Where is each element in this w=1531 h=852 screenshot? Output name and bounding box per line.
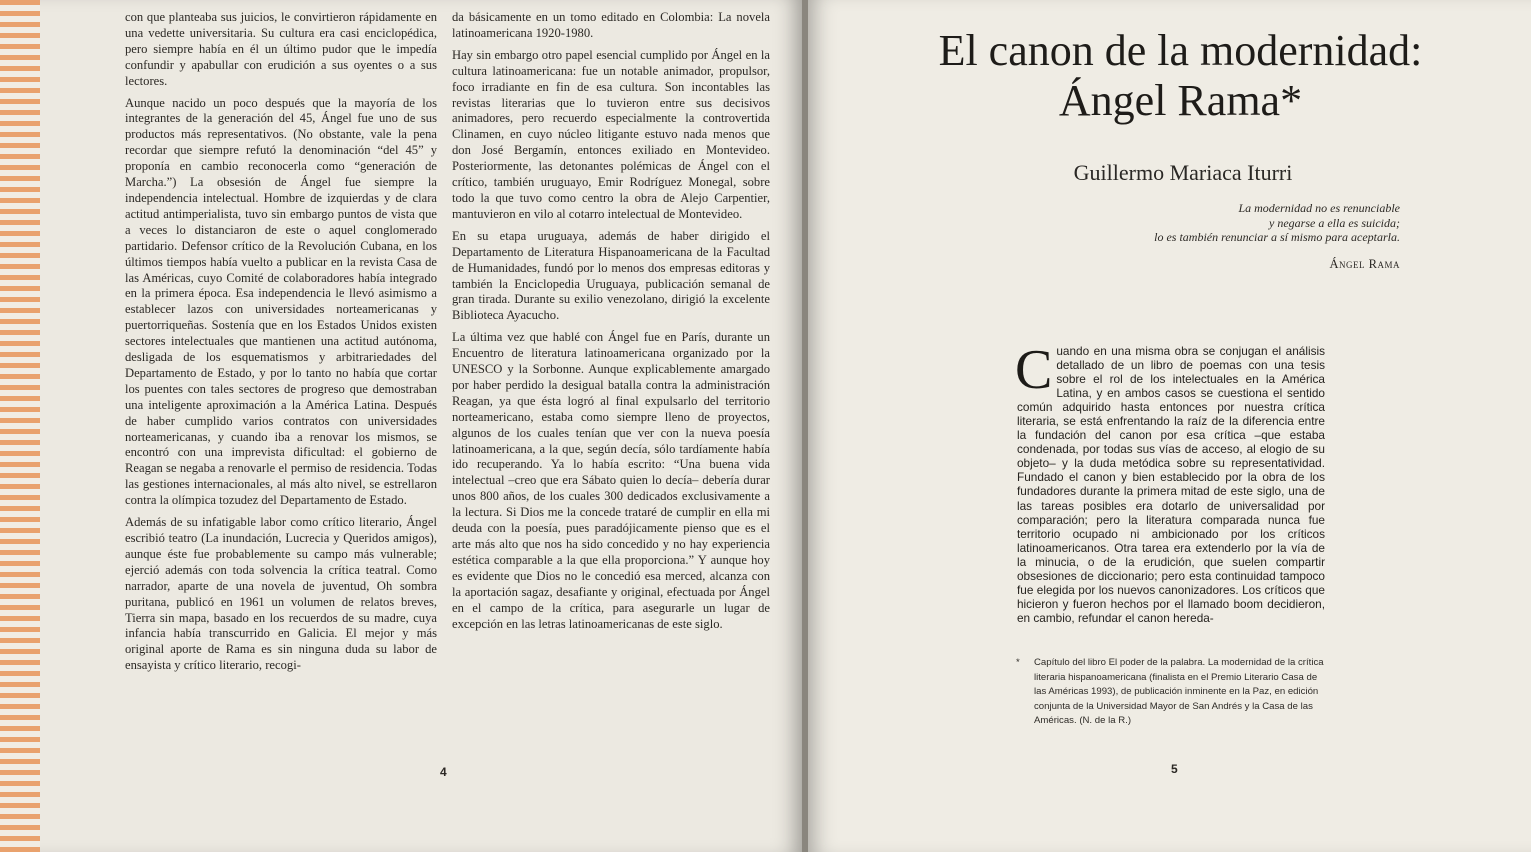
title-line-2: Ángel Rama*: [1058, 76, 1303, 125]
epigraph: [1048, 201, 1400, 245]
paragraph: da básicamente en un tomo editado en Colombia: La novela latinoamericana 1920-1980.: [452, 10, 770, 40]
paragraph: Aunque nacido un poco después que la mayoría de los integrantes de la generación del 45, Ángel fue uno de sus productos más representativos. (No obstante, vale la pena recordar que siempre refutó la denominación “del 45” y proponía en cambio reconocerla como “generación de Marcha.”) La obsesión de Ángel fue siempre la independencia intelectual. Hombre de izquierdas y de clara actitud antimperialista, tuvo sin embargo puntos de vista que a veces lo distanciaron de este o aquel conglomerado partidario. Defensor crítico de la Revolución Cubana, en los últimos tiempos había vuelto a publicar en la revista Casa de las Américas, cuyo Comité de colaboradores había integrado en la primera época. Esa independencia le llevó asimismo a establecer lazos con universidades norteamericanas y puertorriqueñas. Sostenía que en los Estados Unidos existen sectores intelectuales que mantienen una actitud autónoma, desligada de los esquematismos y arbitrariedades del Departamento de Estado, y por lo tanto no había que cortar los puentes con tales sectores de progreso que demostraban una inteligente aproximación a la América Latina. Después de haber cumplido varios contratos con universidades norteamericanas, y cuando iba a renovar los mismos, se encontró con una imprevista dificultad: el gobierno de Reagan se negaba a renovarle el permiso de residencia. Todas las gestiones internacionales, al más alto nivel, se estrellaron contra la olímpica tozudez del Departamento de Estado.: [125, 95, 437, 508]
footnote-text: Capítulo del libro El poder de la palabra. La modernidad de la crítica literaria hispanoamericana (finalista en el Premio Literario Casa de las Américas 1993), de publicación inminente en la Paz, en edición conjunta de la Universidad Mayor de San Andrés y la Casa de las Américas. (N. de la R.): [1034, 657, 1324, 727]
epigraph-line: La modernidad no es renunciable: [1238, 201, 1400, 215]
striped-edge: [0, 0, 40, 852]
epigraph-author: Ángel Rama: [1329, 257, 1400, 271]
paragraph: En su etapa uruguaya, además de haber dirigido el Departamento de Literatura Hispanoamericana de la Facultad de Humanidades, fundó por lo menos dos empresas editoras y también la Enciclopedia Uruguaya, publicación semanal de gran tirada. Durante su exilio venezolano, dirigió la excelente Biblioteca Ayacucho.: [452, 228, 770, 323]
paragraph: con que planteaba sus juicios, le convirtieron rápidamente en una vedette universitaria. Su cultura era casi enciclopédica, pero siempre había en él un último pudor que le impedía confundir y apabullar con erudición a sus oyentes o a sus lectores.: [125, 10, 437, 88]
left-column-2: [452, 10, 770, 638]
paragraph: Además de su infatigable labor como crítico literario, Ángel escribió teatro (La inundación, Lucrecia y Queridos amigos), aunque éste fue probablemente su campo más vulnerable; ejerció además con toda solvencia la crítica teatral. Como narrador, aparte de una novela de juventud, Oh sombra puritana, publicó en 1961 un volumen de relatos breves, Tierra sin mapa, basado en los recuerdos de su madre, cuya infancia había transcurrido en Galicia. El mejor y más original aporte de Rama es sin ninguna duda su labor de ensayista y crítico literario, recogi-: [125, 515, 437, 673]
article-title: [868, 26, 1493, 126]
epigraph-line: y negarse a ella es suicida;: [1269, 215, 1400, 230]
drop-cap: C: [1015, 339, 1053, 401]
article-body: [1015, 339, 1325, 625]
right-page: [808, 0, 1531, 852]
page-number-right: 5: [1171, 762, 1178, 776]
left-column-1: [125, 10, 437, 680]
paragraph: La última vez que hablé con Ángel fue en París, durante un Encuentro de literatura latinoamericana organizado por la UNESCO y la Sorbonne. Aunque explicablemente amargado por haber perdido la desigual batalla contra la administración Reagan, ya que ésta logró al final expulsarlo del territorio norteamericano, estaba como siempre lleno de proyectos, algunos de los cuales tenían que ver con la nueva poesía latinoamericana, a la que, según decía, sólo tardíamente había ido recuperando. Ya lo había escrito: “Una buena vida intelectual –creo que era Sábato quien lo decía– debería durar unos 800 años, de los cuales 300 dedicados exclusivamente a la lectura. Si Dios me la concede trataré de cumplir en ella mi deuda con la poesía, pues paradójicamente pienso que es el arte más alto que nos ha sido concedido y no hay experiencia estética comparable a la que ella proporciona.” Y aunque hoy es evidente que Dios no le concedió esa merced, alcanza con la aportación sagaz, desafiante y original, efectuada por Ángel en el campo de la crítica, para asegurarle un lugar de excepción en las letras latinoamericanas de este siglo.: [452, 330, 770, 631]
paragraph: Hay sin embargo otro papel esencial cumplido por Ángel en la cultura latinoamericana: fue un notable animador, propulsor, foco irradiante en fin de esa cultura. Son incontables las revistas literarias que lo tuvieron entre sus decisivos animadores, pero recuerdo especialmente la controvertida Clinamen, en cuyo núcleo litigante estuvo nada menos que don José Bergamín, entonces exiliado en Montevideo. Posteriormente, las detonantes polémicas de Ángel con el crítico, también uruguayo, Emir Rodríguez Monegal, sobre todo la que tuvo como centro la obra de Alejo Carpentier, mantuvieron en vilo al cotarro intelectual de Montevideo.: [452, 47, 770, 221]
footnote-mark: *: [1016, 657, 1020, 668]
title-line-1: El canon de la modernidad:: [938, 26, 1423, 75]
body-text: uando en una misma obra se conjugan el análisis detallado de un libro de poemas con una tesis sobre el rol de los intelectuales en la América Latina, y en ambos casos se cuestiona el sentido común adquirido hasta entonces por nuestra crítica literaria, se está enfrentando la raíz de la diferencia entre la fundación del canon por esa crítica –que estaba condenada, por todas sus vías de acceso, al elogio de su objeto– y la duda metódica sobre su representatividad. Fundado el canon y bien establecido por la obra de los fundadores durante la primera mitad de este siglo, una de las tareas posibles era dotarlo de universalidad por comparación; pero la literatura comparada nunca fue territorio ocupado ni ambicionado por los críticos latinoamericanos. Otra tarea era extenderlo por la vía de la minucia, o de la erudición, que suelen compartir obsesiones de diccionario; pero esta continuidad tampoco fue elegida por los nuevos canonizadores. Los críticos que hicieron y fueron hechos por el llamado boom decidieron, en cambio, refundar el canon hereda-: [1017, 344, 1325, 625]
page-number-left: 4: [440, 765, 447, 779]
footnote: [1018, 656, 1328, 729]
article-author: Guillermo Mariaca Iturri: [1073, 160, 1293, 185]
epigraph-line: lo es también renunciar a sí mismo para aceptarla.: [1154, 230, 1400, 244]
left-page: [40, 0, 802, 852]
